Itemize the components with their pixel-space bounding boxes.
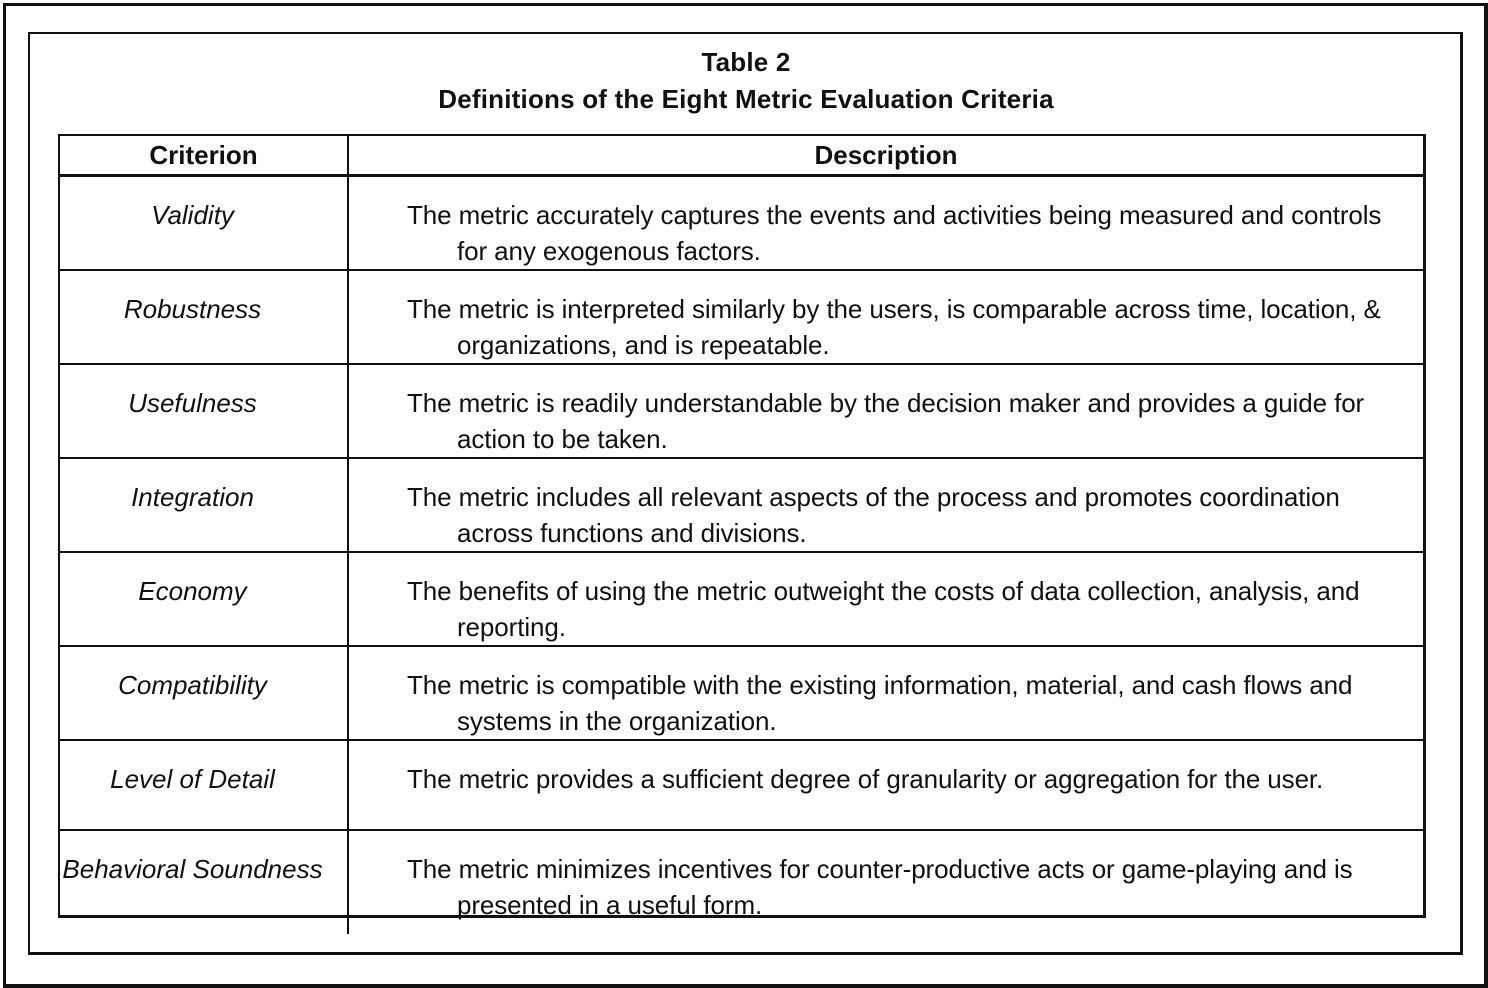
- criterion-cell: Level of Detail: [60, 740, 348, 830]
- description-cell: [348, 646, 1423, 740]
- table-row: [60, 270, 1423, 364]
- description-text: The metric accurately captures the events and activities being measured and controls for any exogenous factors.: [407, 200, 1382, 266]
- description-cell: [348, 364, 1423, 458]
- criterion-cell: Compatibility: [60, 646, 348, 740]
- description-text: The benefits of using the metric outweight the costs of data collection, analysis, and reporting.: [407, 576, 1360, 642]
- criterion-cell: Robustness: [60, 270, 348, 364]
- description-cell: [348, 740, 1423, 830]
- description-text: The metric is compatible with the existing information, material, and cash flows and systems in the organization.: [407, 670, 1353, 736]
- description-cell: [348, 830, 1423, 934]
- table-number: Table 2: [701, 47, 791, 77]
- table-row: [60, 458, 1423, 552]
- description-cell: [348, 552, 1423, 646]
- table-header-row: [60, 136, 1423, 176]
- criteria-table-grid: [60, 136, 1423, 934]
- table-title: Definitions of the Eight Metric Evaluation Criteria: [438, 84, 1054, 114]
- description-text: The metric provides a sufficient degree of granularity or aggregation for the user.: [407, 764, 1324, 794]
- description-text: The metric is readily understandable by the decision maker and provides a guide for action to be taken.: [407, 388, 1365, 454]
- table-row: [60, 740, 1423, 830]
- table-row: [60, 364, 1423, 458]
- table-row: [60, 646, 1423, 740]
- table-row: [60, 830, 1423, 934]
- criterion-cell: Economy: [60, 552, 348, 646]
- description-cell: [348, 458, 1423, 552]
- table-row: [60, 176, 1423, 271]
- description-text: The metric is interpreted similarly by the users, is comparable across time, location, & organizations, and is repeatable.: [407, 294, 1381, 360]
- criteria-table: [58, 134, 1426, 918]
- criterion-cell: Usefulness: [60, 364, 348, 458]
- criterion-cell: Behavioral Soundness: [60, 830, 348, 934]
- description-text: The metric includes all relevant aspects of the process and promotes coordination across functions and divisions.: [407, 482, 1340, 548]
- criterion-column-header: Criterion: [60, 136, 348, 176]
- criterion-cell: Validity: [60, 176, 348, 271]
- criterion-cell: Integration: [60, 458, 348, 552]
- description-cell: [348, 176, 1423, 271]
- description-cell: [348, 270, 1423, 364]
- description-column-header: Description: [348, 136, 1423, 176]
- table-row: [60, 552, 1423, 646]
- description-text: The metric minimizes incentives for counter-productive acts or game-playing and is presented in a useful form.: [407, 854, 1353, 920]
